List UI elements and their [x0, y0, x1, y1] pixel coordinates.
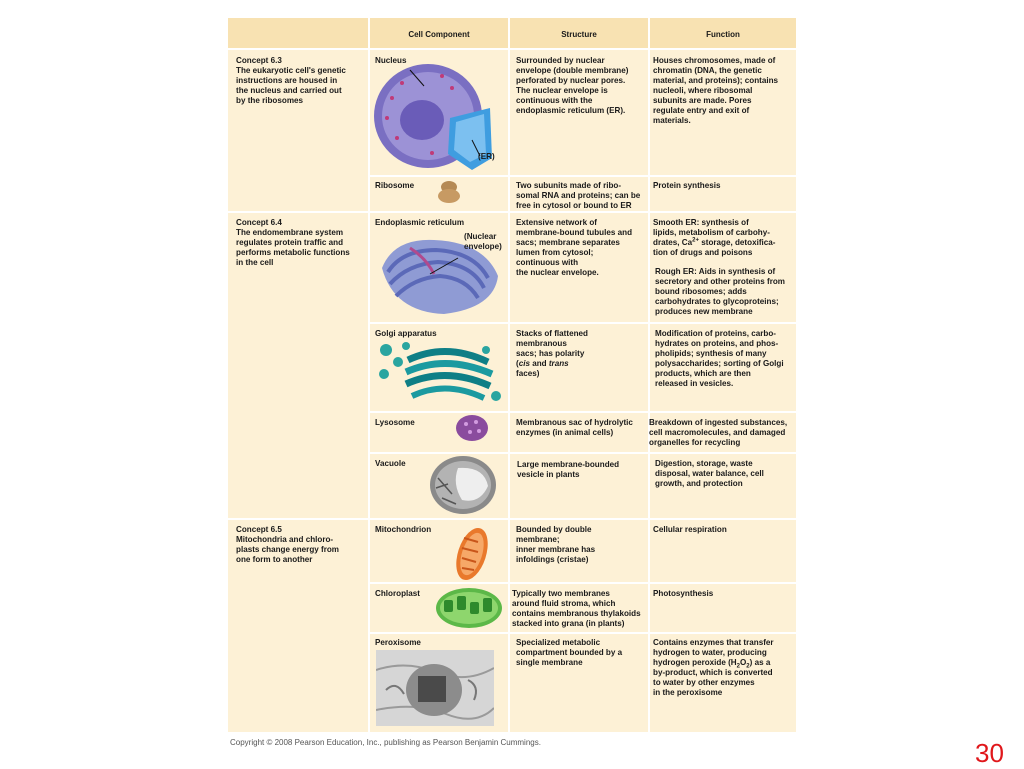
concept-6-3: Concept 6.3 The eukaryotic cell's genetic instructions are housed in the nucleus and carried out by the ribosomes [236, 56, 346, 105]
function-ribosome: Protein synthesis [653, 181, 721, 190]
function-vacuole: Digestion, storage, waste disposal, water balance, cell growth, and protection [655, 459, 764, 488]
function-nucleus: Houses chromosomes, made of chromatin (DNA, the genetic material, and proteins); contains nucleoli, where ribosomal subunits are made. Pores regulate entry and exit of materials. [653, 56, 779, 125]
structure-ribosome: Two subunits made of ribo- somal RNA and proteins; can be free in cytosol or bound to ER [516, 181, 641, 210]
function-peroxisome: Contains enzymes that transfer hydrogen to water, producing hydrogen peroxide $(H_2O_2)$ as a by-product, which is converted to water by other enzymes in the peroxisome [653, 638, 774, 697]
component-vacuole: Vacuole [375, 459, 406, 468]
component-ribosome: Ribosome [375, 181, 415, 190]
concept-6-4: Concept 6.4 The endomembrane system regulates protein traffic and performs metabolic functions in the cell [236, 218, 350, 267]
column-divider [508, 18, 510, 732]
component-golgi: Golgi apparatus [375, 329, 437, 338]
structure-peroxisome: Specialized metabolic compartment bounded by a single membrane [516, 638, 623, 667]
row-divider [370, 411, 796, 413]
component-mitochondrion: Mitochondrion [375, 525, 432, 534]
component-endoplasmic-reticulum: Endoplasmic reticulum [375, 218, 465, 227]
chloroplast-illustration [434, 586, 504, 630]
row-divider [228, 48, 796, 50]
header-structure: Structure [510, 18, 648, 48]
peroxisome-illustration [376, 650, 494, 726]
component-lysosome: Lysosome [375, 418, 415, 427]
concept-6-5: Concept 6.5 Mitochondria and chloro- plasts change energy from one form to another [236, 525, 340, 564]
header-cell-component: Cell Component [370, 18, 508, 48]
ribosome-illustration [436, 178, 462, 204]
copyright-notice: Copyright © 2008 Pearson Education, Inc., publishing as Pearson Benjamin Cummings. [230, 738, 541, 747]
component-peroxisome: Peroxisome [375, 638, 421, 647]
er-label: (ER) [478, 152, 495, 161]
structure-golgi: Stacks of flattened membranous sacs; has polarity (cis and trans faces) [516, 329, 588, 378]
lysosome-illustration [454, 413, 490, 443]
row-divider [370, 632, 796, 634]
component-chloroplast: Chloroplast [375, 589, 420, 598]
row-divider [370, 322, 796, 324]
header-function: Function [650, 18, 796, 48]
function-mitochondrion: Cellular respiration [653, 525, 727, 534]
structure-mitochondrion: Bounded by double membrane; inner membrane has infoldings (cristae) [516, 525, 596, 564]
component-nucleus: Nucleus [375, 56, 407, 65]
structure-er: Extensive network of membrane-bound tubules and sacs; membrane separates lumen from cytosol; continuous with the nuclear envelope. [516, 218, 633, 277]
function-er-smooth: Smooth ER: synthesis of lipids, metabolism of carbohy- drates, $Ca^{2+}$ storage, detoxifica- tion of drugs and poisons [653, 218, 776, 257]
column-divider [648, 18, 650, 732]
structure-chloroplast: Typically two membranes around fluid stroma, which contains membranous thylakoids stacked into grana (in plants) [512, 589, 641, 628]
golgi-illustration [376, 336, 506, 406]
mitochondrion-illustration [448, 522, 500, 582]
row-divider [370, 582, 796, 584]
row-divider [228, 211, 796, 213]
function-golgi: Modification of proteins, carbo- hydrates on proteins, and phos- pholipids; synthesis of many polysaccharides; sorting of Golgi products, which are then released in vesicles. [655, 329, 784, 388]
structure-vacuole: Large membrane-bounded vesicle in plants [517, 460, 620, 479]
vacuole-illustration [428, 454, 498, 516]
row-divider [228, 518, 796, 520]
page-number: 30 [975, 738, 1004, 768]
structure-lysosome: Membranous sac of hydrolytic enzymes (in animal cells) [516, 418, 633, 437]
structure-nucleus: Surrounded by nuclear envelope (double membrane) perforated by nuclear pores. The nuclear envelope is continuous with the endoplasmic reticulum (ER). [516, 56, 629, 115]
column-divider [368, 18, 370, 732]
header-blank [228, 18, 368, 48]
function-chloroplast: Photosynthesis [653, 589, 714, 598]
nuclear-envelope-label: (Nuclear envelope) [464, 232, 502, 251]
function-er-rough: Rough ER: Aids in synthesis of secretory and other proteins from bound ribosomes; adds carbohydrates to glycoproteins; produces new membrane [655, 267, 785, 316]
row-divider [370, 175, 796, 177]
function-lysosome: Breakdown of ingested substances, cell macromolecules, and damaged organelles for recycling [649, 418, 788, 447]
organelle-table [228, 18, 796, 732]
